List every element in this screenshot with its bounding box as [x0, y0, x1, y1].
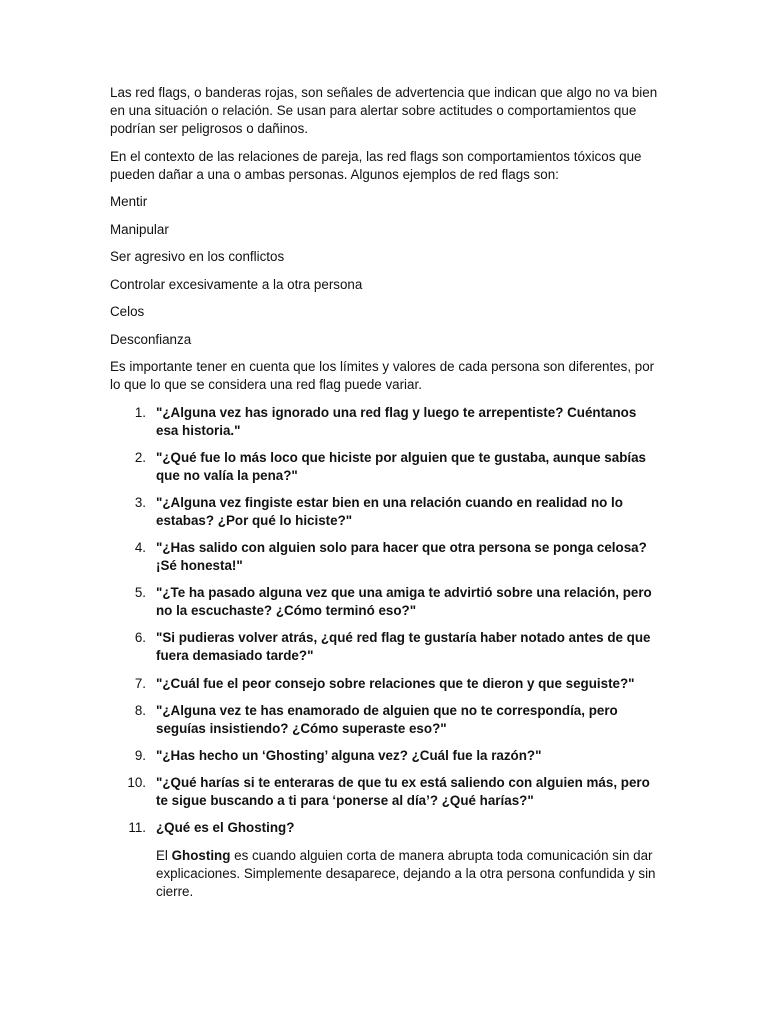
question-text: "¿Cuál fue el peor consejo sobre relaciones que te dieron y que seguiste?"	[156, 675, 635, 691]
answer-term: Ghosting	[171, 847, 231, 863]
question-number: 10.	[127, 775, 146, 791]
question-text: ¿Qué es el Ghosting?	[156, 820, 295, 836]
example-item: Mentir	[110, 194, 148, 209]
question-number: 2.	[134, 449, 146, 465]
intro-paragraph-1: Las red flags, o banderas rojas, son señales de advertencia que indican que algo no va bien en una situación o relación. Se usan para alertar sobre actitudes o comportamientos que podrían ser peligrosos o dañinos.	[110, 85, 658, 136]
question-text: "¿Alguna vez fingiste estar bien en una relación cuando en realidad no lo estabas? ¿Por qué lo hiciste?"	[156, 494, 623, 528]
question-text: "¿Qué fue lo más loco que hiciste por alguien que te gustaba, aunque sabías que no valía la pena?"	[156, 449, 646, 483]
example-item: Celos	[110, 304, 145, 319]
question-item	[110, 449, 660, 485]
question-number: 5.	[134, 585, 146, 601]
question-item	[110, 774, 660, 810]
question-text: "¿Qué harías si te enteraras de que tu ex está saliendo con alguien más, pero te sigue buscando a ti para ‘ponerse al día’? ¿Qué harías?"	[156, 775, 650, 809]
question-text: "¿Has salido con alguien solo para hacer que otra persona se ponga celosa? ¡Sé honesta!"	[156, 540, 647, 574]
question-item	[110, 539, 660, 575]
example-item: Ser agresivo en los conflictos	[110, 249, 285, 264]
example-item: Manipular	[110, 221, 169, 237]
document-body	[110, 84, 660, 910]
intro-paragraph-2: En el contexto de las relaciones de pareja, las red flags son comportamientos tóxicos que pueden dañar a una o ambas personas. Algunos ejemplos de red flags son:	[110, 148, 642, 182]
question-item	[110, 819, 660, 837]
question-number: 3.	[134, 494, 146, 510]
questions-list	[110, 404, 660, 838]
question-text: "¿Has hecho un ‘Ghosting’ alguna vez? ¿Cuál fue la razón?"	[156, 748, 542, 763]
question-item	[110, 494, 660, 530]
example-item: Desconfianza	[110, 331, 192, 347]
question-item	[110, 404, 660, 440]
question-number: 7.	[134, 675, 146, 691]
question-text: "¿Te ha pasado alguna vez que una amiga te advirtió sobre una relación, pero no la escuchaste? ¿Cómo terminó eso?"	[156, 585, 652, 619]
answer-prefix: El	[156, 847, 172, 863]
question-number: 9.	[134, 748, 146, 763]
question-item	[110, 675, 660, 693]
intro-section	[110, 84, 660, 394]
question-number: 11.	[128, 820, 146, 836]
closing-paragraph: Es importante tener en cuenta que los límites y valores de cada persona son diferentes, por lo que lo que se considera una red flag puede variar.	[110, 359, 655, 392]
question-item	[110, 584, 660, 620]
question-number: 1.	[134, 404, 146, 420]
question-item	[110, 747, 660, 765]
question-number: 8.	[134, 702, 146, 718]
example-item: Controlar excesivamente a la otra persona	[110, 276, 363, 292]
answer-rest: es cuando alguien corta de manera abrupta toda comunicación sin dar explicaciones. Simplemente desaparece, dejando a la otra persona confundida y sin cierre.	[156, 847, 656, 899]
question-number: 6.	[134, 630, 146, 646]
question-text: "¿Alguna vez has ignorado una red flag y luego te arrepentiste? Cuéntanos esa historia."	[156, 404, 637, 438]
ghosting-answer	[110, 847, 660, 901]
question-text: "Si pudieras volver atrás, ¿qué red flag te gustaría haber notado antes de que fuera demasiado tarde?"	[156, 630, 651, 664]
question-item	[110, 702, 660, 738]
question-number: 4.	[134, 540, 146, 556]
question-item	[110, 629, 660, 665]
question-text: "¿Alguna vez te has enamorado de alguien que no te correspondía, pero seguías insistiendo? ¿Cómo superaste eso?"	[156, 702, 618, 736]
